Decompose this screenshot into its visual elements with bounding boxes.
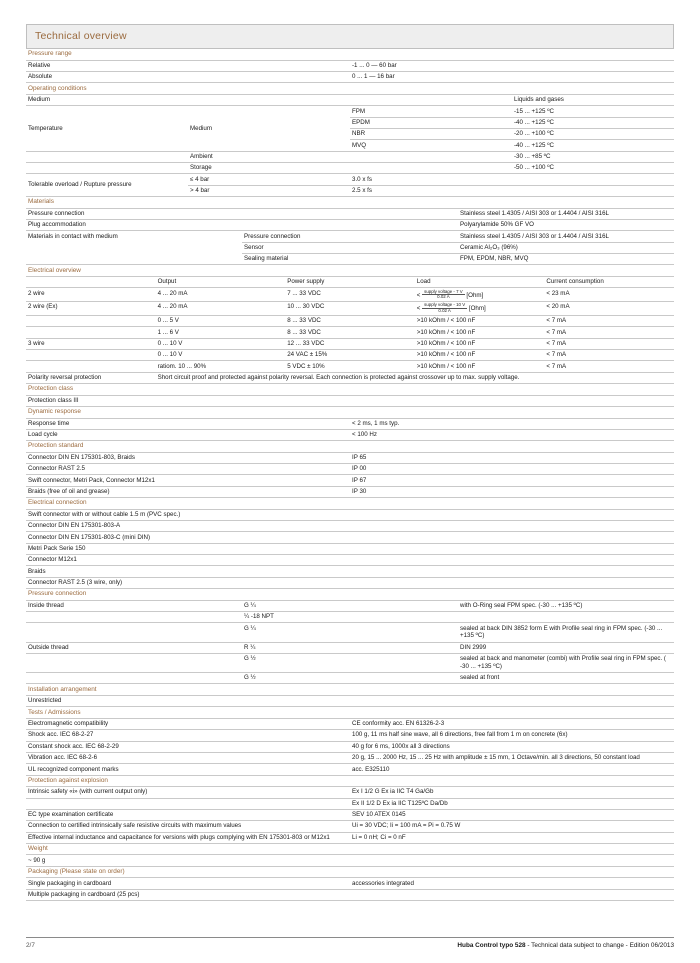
temp-value: -50 ... +100 ºC	[512, 162, 674, 173]
row-load: < supply voltage - 7 V 0.02 A [Ohm]	[415, 288, 545, 302]
row-value: IP 67	[350, 475, 674, 486]
row-label: Protection class III	[26, 395, 350, 406]
thread-size: G ¼	[242, 623, 458, 642]
table-row	[26, 418, 674, 429]
row-value: Stainless steel 1.4305 / AISI 303 or 1.4404 / AISI 316L	[458, 231, 674, 242]
page-number: 2/7	[26, 942, 35, 949]
temp-value: -40 ... +125 ºC	[512, 140, 674, 151]
row-current: < 7 mA	[544, 327, 674, 338]
footer-text	[457, 942, 674, 949]
overload-condition: > 4 bar	[188, 185, 350, 196]
row-mid: Sealing material	[242, 253, 458, 264]
section-dynamic-response	[26, 407, 674, 441]
row-value	[350, 695, 674, 706]
col-header-4: Current consumption	[544, 276, 674, 287]
row-value: Ui = 30 VDC; Ii = 100 mA = Pi = 0.75 W	[350, 821, 674, 832]
table-row	[26, 509, 674, 520]
col-header-1: Output	[156, 276, 286, 287]
table-row	[26, 623, 674, 642]
row-mid: Sensor	[242, 242, 458, 253]
row-value	[350, 889, 674, 900]
row-label: Multiple packaging in cardboard (25 pcs)	[26, 889, 350, 900]
table-row	[26, 653, 674, 672]
row-output: 0 ... 10 V	[156, 338, 286, 349]
row-value: < 2 ms, 1 ms typ.	[350, 418, 674, 429]
col-header-2: Power supply	[285, 276, 415, 287]
footer-brand: Huba Control typo 528	[457, 942, 526, 949]
row-load: < supply voltage - 10 V 0.02 A [Ohm]	[415, 302, 545, 316]
row-type	[26, 361, 156, 372]
row-value	[350, 509, 674, 520]
row-label	[26, 798, 350, 809]
section-title: Protection standard	[26, 441, 674, 452]
row-label: UL recognized component marks	[26, 764, 350, 775]
row-current: < 7 mA	[544, 315, 674, 326]
row-type: 2 wire	[26, 288, 156, 302]
table-row	[26, 452, 674, 463]
row-current: < 23 mA	[544, 288, 674, 302]
section-title: Packaging (Please state on order)	[26, 867, 674, 878]
temp-group-medium: Medium	[188, 106, 350, 151]
table-row	[26, 612, 674, 623]
section-operating-conditions	[26, 83, 674, 197]
temp-value: -20 ... +100 ºC	[512, 128, 674, 139]
table-row	[26, 395, 674, 406]
thread-size: R ¼	[242, 642, 458, 653]
row-label: Connection to certified intrinsically safe resistive circuits with maximum values	[26, 821, 350, 832]
section-title: Operating conditions	[26, 83, 674, 94]
row-value: SEV 10 ATEX 0145	[350, 809, 674, 820]
row-label: Load cycle	[26, 429, 350, 440]
row-label: Vibration acc. IEC 68-2-6	[26, 752, 350, 763]
row-value	[350, 566, 674, 577]
row-supply: 10 ... 30 VDC	[285, 302, 415, 316]
section-protection-class	[26, 384, 674, 407]
table-row	[26, 219, 674, 230]
row-value: Li = 0 nH; Ci = 0 nF	[350, 832, 674, 843]
table-row	[26, 361, 674, 372]
temp-value: -15 ... +125 ºC	[512, 106, 674, 117]
table-row	[26, 327, 674, 338]
row-type: 3 wire	[26, 338, 156, 349]
row-value: Liquids and gases	[512, 94, 674, 105]
table-row	[26, 741, 674, 752]
row-value: accessories integrated	[350, 878, 674, 889]
row-output: 0 ... 10 V	[156, 349, 286, 360]
row-value: Polyarylamide 50% GF VO	[458, 219, 674, 230]
section-protection-standard	[26, 441, 674, 498]
row-label: Absolute	[26, 71, 350, 82]
row-value: FPM, EPDM, NBR, MVQ	[458, 253, 674, 264]
overload-condition: ≤ 4 bar	[188, 174, 350, 185]
row-mid	[242, 219, 458, 230]
table-row	[26, 764, 674, 775]
thread-size: ¼ -18 NPT	[242, 612, 458, 623]
row-label: Temperature	[26, 106, 188, 151]
row-value: CE conformity acc. EN 61326-2-3	[350, 718, 674, 729]
table-row	[26, 672, 674, 683]
table-row	[26, 372, 674, 383]
table-row	[26, 889, 674, 900]
temp-group-ambient: Ambient	[188, 151, 350, 162]
row-label: Plug accommodation	[26, 219, 242, 230]
row-label: Inside thread	[26, 600, 242, 611]
row-label: Connector DIN EN 175301-803, Braids	[26, 452, 350, 463]
row-label: Effective internal inductance and capacitance for versions with plugs complying with EN 175301-803 or M12x1	[26, 832, 350, 843]
row-label: Tolerable overload / Rupture pressure	[26, 174, 188, 197]
row-label: Medium	[26, 94, 188, 105]
row-load: >10 kOhm / < 100 nF	[415, 315, 545, 326]
row-load: >10 kOhm / < 100 nF	[415, 349, 545, 360]
row-label: Polarity reversal protection	[26, 372, 156, 383]
thread-desc	[458, 612, 674, 623]
table-row	[26, 695, 674, 706]
thread-desc: sealed at front	[458, 672, 674, 683]
row-supply: 7 ... 33 VDC	[285, 288, 415, 302]
table-row	[26, 718, 674, 729]
row-label: Materials in contact with medium	[26, 231, 242, 265]
page-footer	[26, 937, 674, 949]
row-label: Unrestricted	[26, 695, 350, 706]
section-protection-explosion	[26, 776, 674, 844]
row-label: Response time	[26, 418, 350, 429]
table-row	[26, 577, 674, 588]
row-value: < 100 Hz	[350, 429, 674, 440]
row-load: >10 kOhm / < 100 nF	[415, 338, 545, 349]
table-row	[26, 429, 674, 440]
row-value: acc. E325110	[350, 764, 674, 775]
row-current: < 7 mA	[544, 338, 674, 349]
row-label: Swift connector with or without cable 1.5 m (PVC spec.)	[26, 509, 350, 520]
row-output: ratiom. 10 ... 90%	[156, 361, 286, 372]
section-pressure-connection	[26, 589, 674, 684]
row-output: 1 ... 6 V	[156, 327, 286, 338]
thread-desc: DIN 2999	[458, 642, 674, 653]
row-value	[350, 855, 674, 866]
row-value	[350, 577, 674, 588]
temp-group-storage: Storage	[188, 162, 350, 173]
row-label: Connector RAST 2.5	[26, 464, 350, 475]
temp-name: EPDM	[350, 117, 512, 128]
row-label: Constant shock acc. IEC 68-2-29	[26, 741, 350, 752]
section-title: Pressure connection	[26, 589, 674, 600]
table-row	[26, 315, 674, 326]
row-value: Short circuit proof and protected against polarity reversal. Each connection is protected against crossover up to max. supply voltage.	[156, 372, 674, 383]
row-supply: 5 VDC ± 10%	[285, 361, 415, 372]
table-row	[26, 809, 674, 820]
row-label: Braids	[26, 566, 350, 577]
row-output: 4 ... 20 mA	[156, 288, 286, 302]
row-value	[350, 395, 674, 406]
table-row	[26, 288, 674, 302]
row-value: 40 g for 6 ms, 1000x all 3 directions	[350, 741, 674, 752]
table-row	[26, 151, 674, 162]
row-label: Pressure connection	[26, 208, 242, 219]
row-supply: 8 ... 33 VDC	[285, 315, 415, 326]
row-load: >10 kOhm / < 100 nF	[415, 327, 545, 338]
row-value	[350, 532, 674, 543]
row-value: Ceramic Al₂O₃ (96%)	[458, 242, 674, 253]
section-title: Electrical connection	[26, 498, 674, 509]
temp-name: NBR	[350, 128, 512, 139]
row-supply: 12 ... 33 VDC	[285, 338, 415, 349]
table-row	[26, 798, 674, 809]
section-tests-admissions	[26, 707, 674, 775]
table-row	[26, 208, 674, 219]
section-title: Tests / Admissions	[26, 707, 674, 718]
table-row	[26, 174, 674, 185]
row-value: IP 65	[350, 452, 674, 463]
table-row	[26, 231, 674, 242]
section-title: Electrical overview	[26, 265, 674, 276]
row-label: Shock acc. IEC 68-2-27	[26, 730, 350, 741]
row-supply: 24 VAC ± 15%	[285, 349, 415, 360]
row-label: Connector RAST 2.5 (3 wire, only)	[26, 577, 350, 588]
thread-desc: sealed at back and manometer (combi) with Profile seal ring in FPM spec. ( -30 ... +135 ºC)	[458, 653, 674, 672]
section-title: Protection against explosion	[26, 776, 674, 787]
row-output: 0 ... 5 V	[156, 315, 286, 326]
thread-size: G ¼	[242, 600, 458, 611]
row-type: 2 wire (Ex)	[26, 302, 156, 316]
row-value: 100 g, 11 ms half sine wave, all 6 directions, free fall from 1 m on concrete (6x)	[350, 730, 674, 741]
row-label: Braids (free of oil and grease)	[26, 486, 350, 497]
row-value: 20 g, 15 ... 2000 Hz, 15 ... 25 Hz with amplitude ± 15 mm, 1 Octave/min. all 3 directions, 50 constant load	[350, 752, 674, 763]
table-row	[26, 878, 674, 889]
thread-desc: with O-Ring seal FPM spec. (-30 ... +135 ºC)	[458, 600, 674, 611]
section-title: Materials	[26, 197, 674, 208]
row-label: Single packaging in cardboard	[26, 878, 350, 889]
table-row	[26, 349, 674, 360]
row-value: IP 00	[350, 464, 674, 475]
row-value: 0 ... 1 — 16 bar	[350, 71, 674, 82]
table-row	[26, 302, 674, 316]
row-value: -1 ... 0 — 60 bar	[350, 60, 674, 71]
row-label: Outside thread	[26, 642, 242, 653]
row-value	[350, 543, 674, 554]
section-pressure-range	[26, 49, 674, 83]
row-value	[350, 521, 674, 532]
table-row	[26, 642, 674, 653]
row-label: Metri Pack Serie 150	[26, 543, 350, 554]
table-row	[26, 555, 674, 566]
table-row	[26, 94, 674, 105]
table-row	[26, 464, 674, 475]
table-row	[26, 566, 674, 577]
table-row	[26, 106, 674, 117]
row-value: IP 30	[350, 486, 674, 497]
table-row	[26, 521, 674, 532]
table-row	[26, 855, 674, 866]
row-value: Stainless steel 1.4305 / AISI 303 or 1.4404 / AISI 316L	[458, 208, 674, 219]
row-label: Electromagnetic compatibility	[26, 718, 350, 729]
row-label: Swift connector, Metri Pack, Connector M12x1	[26, 475, 350, 486]
temp-value: -40 ... +125 ºC	[512, 117, 674, 128]
table-row	[26, 486, 674, 497]
temp-value: -30 ... +85 ºC	[512, 151, 674, 162]
section-materials	[26, 197, 674, 265]
row-label: Connector M12x1	[26, 555, 350, 566]
col-header-0	[26, 276, 156, 287]
section-title: Weight	[26, 844, 674, 855]
table-row	[26, 60, 674, 71]
temp-name: MVQ	[350, 140, 512, 151]
row-supply: 8 ... 33 VDC	[285, 327, 415, 338]
section-title: Installation arrangement	[26, 684, 674, 695]
thread-size: G ½	[242, 672, 458, 683]
row-label: Relative	[26, 60, 350, 71]
section-installation-arrangement	[26, 684, 674, 707]
table-row	[26, 543, 674, 554]
section-title: Pressure range	[26, 49, 674, 60]
row-current: < 7 mA	[544, 349, 674, 360]
section-title: Protection class	[26, 384, 674, 395]
row-label: ~ 90 g	[26, 855, 350, 866]
table-row	[26, 787, 674, 798]
row-type	[26, 315, 156, 326]
row-label: EC type examination certificate	[26, 809, 350, 820]
thread-desc: sealed at back DIN 3852 form E with Profile seal ring in FPM spec. (-30 ... +135 ºC)	[458, 623, 674, 642]
page-title: Technical overview	[26, 24, 674, 49]
row-mid: Pressure connection	[242, 231, 458, 242]
section-electrical-connection	[26, 498, 674, 589]
section-electrical-overview	[26, 265, 674, 384]
table-row	[26, 71, 674, 82]
row-load: >10 kOhm / < 100 nF	[415, 361, 545, 372]
col-header-3: Load	[415, 276, 545, 287]
row-mid	[242, 208, 458, 219]
row-output: 4 ... 20 mA	[156, 302, 286, 316]
row-value	[350, 555, 674, 566]
row-type	[26, 327, 156, 338]
row-label: Intrinsic safety «i» (with current output only)	[26, 787, 350, 798]
table-row	[26, 832, 674, 843]
table-row	[26, 752, 674, 763]
table-row	[26, 532, 674, 543]
table-row	[26, 821, 674, 832]
row-current: < 7 mA	[544, 361, 674, 372]
table-row	[26, 338, 674, 349]
section-packaging	[26, 867, 674, 901]
section-weight	[26, 844, 674, 867]
table-header-row	[26, 276, 674, 287]
table-row	[26, 730, 674, 741]
row-value: Ex II 1/2 D Ex ia IIC T125ºC Da/Db	[350, 798, 674, 809]
section-title: Dynamic response	[26, 407, 674, 418]
table-row	[26, 475, 674, 486]
row-value: Ex I 1/2 G Ex ia IIC T4 Ga/Gb	[350, 787, 674, 798]
temp-name: FPM	[350, 106, 512, 117]
table-row	[26, 162, 674, 173]
overload-value: 3.0 x fs	[350, 174, 674, 185]
row-type	[26, 349, 156, 360]
row-label: Connector DIN EN 175301-803-A	[26, 521, 350, 532]
footer-note: - Technical data subject to change - Edition 06/2013	[525, 942, 674, 949]
thread-size: G ½	[242, 653, 458, 672]
row-current: < 20 mA	[544, 302, 674, 316]
row-label: Connector DIN EN 175301-803-C (mini DIN)	[26, 532, 350, 543]
table-row	[26, 600, 674, 611]
overload-value: 2.5 x fs	[350, 185, 674, 196]
